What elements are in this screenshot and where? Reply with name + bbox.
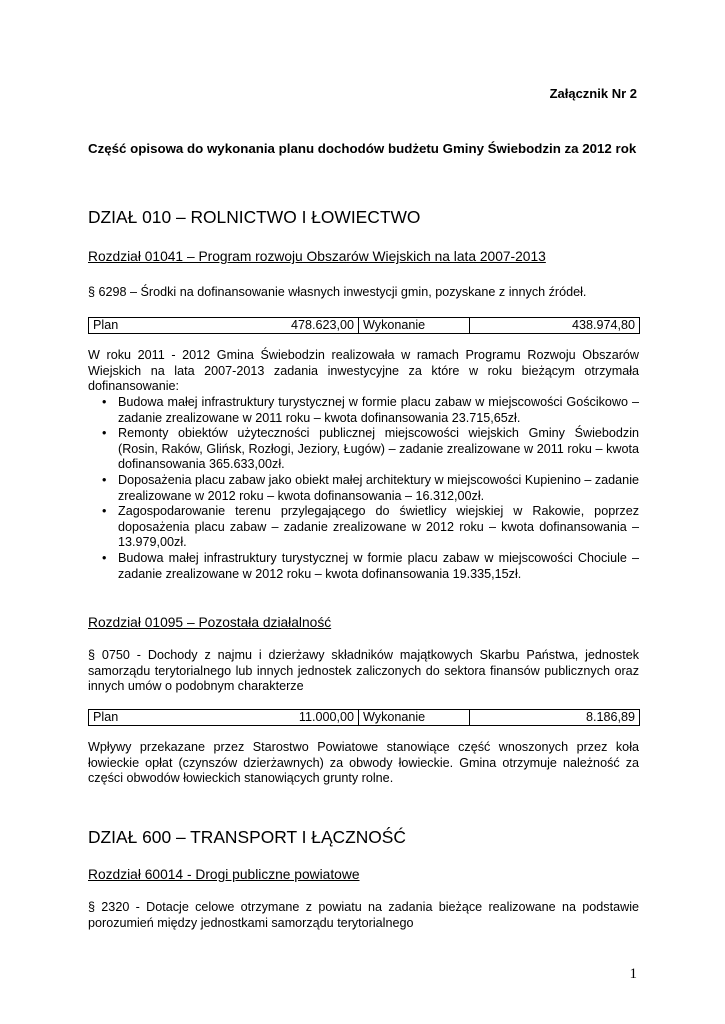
list-item-text: Budowa małej infrastruktury turystycznej w formie placu zabaw w miejscowości Gościkowo – zadanie zrealizowane w 2011 roku – kwota dofinansowania 23.715,65zł.	[118, 395, 639, 425]
annex-label: Załącznik Nr 2	[549, 86, 637, 101]
paragraph-2320: § 2320 - Dotacje celowe otrzymane z powiatu na zadania bieżące realizowane na podstawie porozumień między jednostkami samorządu terytorialnego	[88, 900, 639, 930]
list-item	[88, 426, 639, 473]
exec-label: Wykonanie	[359, 318, 470, 334]
chapter-heading-01041: Rozdział 01041 – Program rozwoju Obszarów Wiejskich na lata 2007-2013	[88, 249, 546, 264]
plan-table-01095	[88, 709, 640, 726]
list-item	[88, 395, 639, 426]
table-row	[89, 710, 640, 726]
table-row	[89, 318, 640, 334]
plan-value: 11.000,00	[298, 710, 354, 724]
bullet-icon: •	[102, 504, 107, 519]
plan-label: Plan	[93, 710, 119, 724]
description-01095: Wpływy przekazane przez Starostwo Powiatowe stanowiące część wnoszonych przez koła łowieckie opłat (czynszów dzierżawnych) za obwody łowieckie. Gmina otrzymuje należność za części obwodów łowieckich stanowiących grunty rolne.	[88, 740, 639, 786]
plan-label: Plan	[93, 318, 119, 332]
list-item	[88, 551, 639, 582]
list-item-text: Remonty obiektów użyteczności publicznej miejscowości wiejskich Gminy Świebodzin (Rosin, Raków, Glińsk, Rozłogi, Jeziory, Ługów) – zadanie zrealizowane w 2011 roku – kwota dofinansowania 365.633,00zł.	[118, 426, 639, 472]
bullet-icon: •	[102, 550, 107, 565]
plan-cell	[89, 318, 359, 334]
bullet-icon: •	[102, 395, 107, 409]
section-heading-010: DZIAŁ 010 – ROLNICTWO I ŁOWIECTWO	[88, 207, 421, 227]
bullet-icon: •	[102, 472, 107, 487]
section-heading-600: DZIAŁ 600 – TRANSPORT I ŁĄCZNOŚĆ	[88, 827, 406, 847]
page-number: 1	[629, 966, 637, 982]
list-item-text: Doposażenia placu zabaw jako obiekt małej architektury w miejscowości Kupienino – zadanie zrealizowane w 2012 roku – kwota dofinansowania – 16.312,00zł.	[118, 472, 639, 503]
exec-value: 8.186,89	[470, 710, 640, 726]
chapter-heading-60014: Rozdział 60014 - Drogi publiczne powiatowe	[88, 867, 360, 882]
bullet-icon: •	[102, 426, 107, 441]
plan-table-01041	[88, 317, 640, 334]
description-01041: W roku 2011 - 2012 Gmina Świebodzin realizowała w ramach Programu Rozwoju Obszarów Wiejskich na lata 2007-2013 zadania inwestycyjne za które w roku bieżącym otrzymała dofinansowanie:	[88, 348, 639, 394]
list-item	[88, 473, 639, 504]
document-title: Część opisowa do wykonania planu dochodów budżetu Gminy Świebodzin za 2012 rok	[88, 141, 637, 156]
list-item-text: Zagospodarowanie terenu przylegającego do świetlicy wiejskiej w Rakowie, poprzez doposażenia placu zabaw – zadanie zrealizowane w 2012 roku – kwota dofinansowania – 13.979,00zł.	[118, 504, 639, 550]
plan-cell	[89, 710, 359, 726]
paragraph-0750: § 0750 - Dochody z najmu i dzierżawy składników majątkowych Skarbu Państwa, jednostek samorządu terytorialnego lub innych jednostek zaliczonych do sektora finansów publicznych oraz innych umów o podobnym charakterze	[88, 648, 639, 694]
bullet-list	[88, 395, 639, 582]
chapter-heading-01095: Rozdział 01095 – Pozostała działalność	[88, 615, 332, 630]
exec-label: Wykonanie	[359, 710, 470, 726]
exec-value: 438.974,80	[470, 318, 640, 334]
paragraph-6298: § 6298 – Środki na dofinansowanie własnych inwestycji gmin, pozyskane z innych źródeł.	[88, 285, 587, 299]
list-item	[88, 504, 639, 551]
list-item-text: Budowa małej infrastruktury turystycznej w formie placu zabaw w miejscowości Chociule – zadanie zrealizowane w 2012 roku – kwota dofinansowania 19.335,15zł.	[118, 550, 639, 581]
plan-value: 478.623,00	[290, 318, 354, 332]
